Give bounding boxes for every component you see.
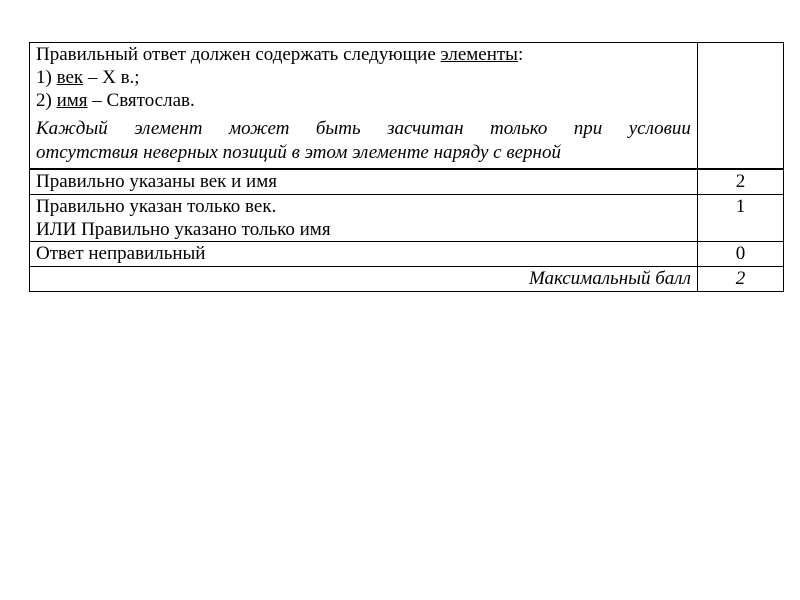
criterion-line: Правильно указан только век. <box>36 196 277 217</box>
max-score-row <box>30 267 784 292</box>
criterion-description <box>30 169 698 195</box>
element-1 <box>36 66 691 89</box>
element-2-term: имя <box>56 90 88 111</box>
answer-elements-cell <box>30 43 698 170</box>
element-1-term: век <box>56 67 84 88</box>
answer-elements-row <box>30 43 784 170</box>
answer-elements-score-cell <box>697 43 783 170</box>
criterion-row <box>30 242 784 267</box>
criterion-line: Ответ неправильный <box>36 243 206 264</box>
max-score-value: 2 <box>697 267 783 292</box>
intro-line <box>36 43 691 66</box>
criterion-score: 1 <box>697 195 783 242</box>
note-line-1: Каждый элемент может быть засчитан только при условии <box>36 118 691 139</box>
note-line-2: отсутствия неверных позиций в этом элементе наряду с верной <box>36 142 561 163</box>
element-2-prefix: 2) <box>36 90 57 111</box>
intro-end: : <box>517 44 524 65</box>
element-1-value: – X в.; <box>83 67 140 88</box>
criterion-description <box>30 242 698 267</box>
intro-text: Правильный ответ должен содержать следующие <box>36 44 441 65</box>
criterion-row <box>30 195 784 242</box>
max-score-label: Максимальный балл <box>30 267 698 292</box>
element-2 <box>36 89 691 112</box>
element-2-value: – Святослав. <box>87 90 195 111</box>
intro-underlined: элементы <box>440 44 518 65</box>
element-1-prefix: 1) <box>36 67 57 88</box>
criterion-score: 2 <box>697 169 783 195</box>
criterion-score: 0 <box>697 242 783 267</box>
criterion-row <box>30 169 784 195</box>
criteria-table <box>29 42 784 292</box>
criterion-line: Правильно указаны век и имя <box>36 171 277 192</box>
criterion-line: ИЛИ Правильно указано только имя <box>36 219 331 240</box>
criterion-description <box>30 195 698 242</box>
